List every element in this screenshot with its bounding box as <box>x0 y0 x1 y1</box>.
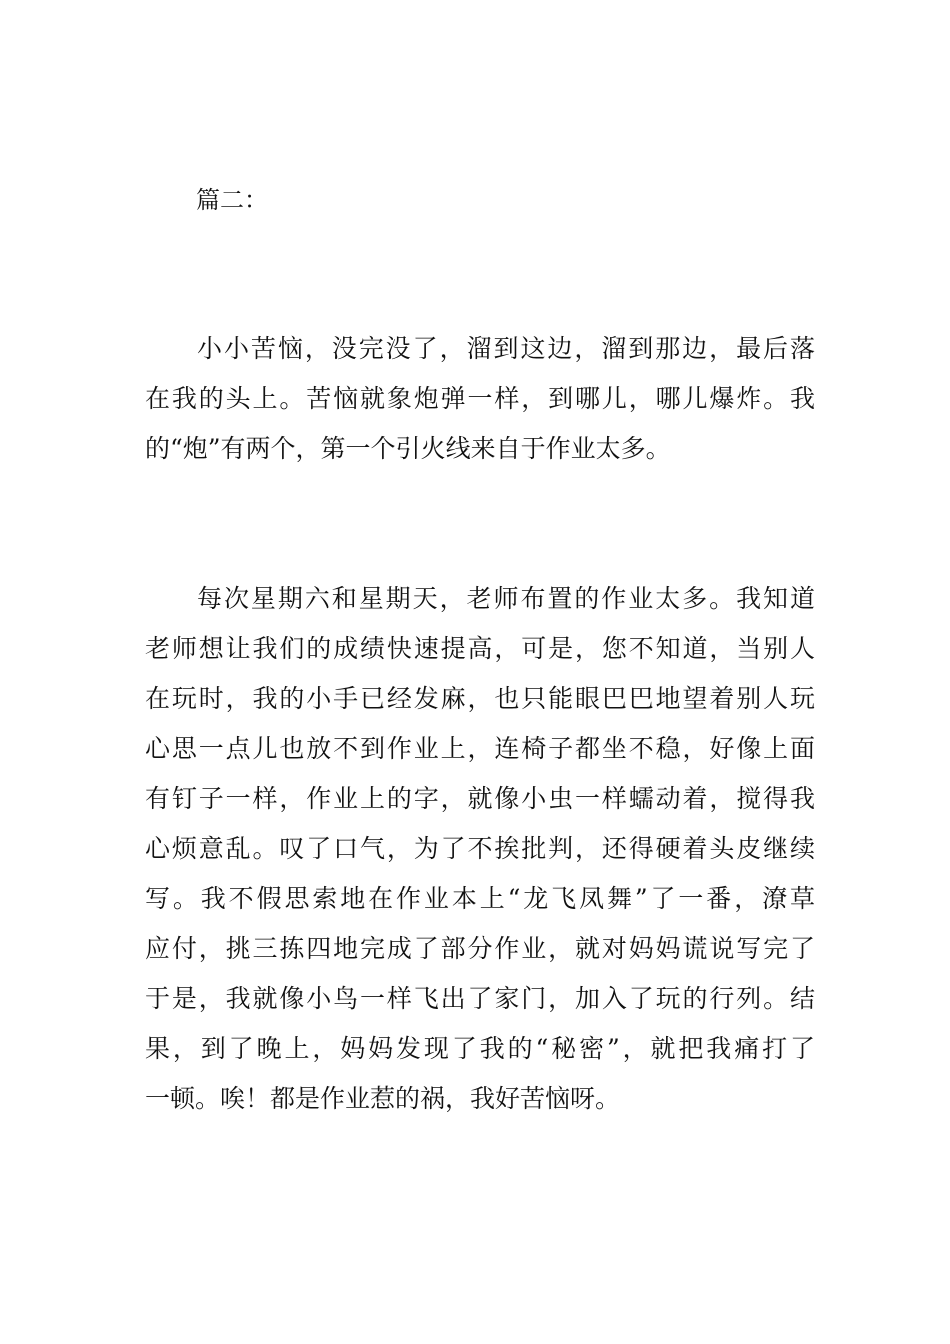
paragraph-line: 的“炮”有两个，第一个引火线来自于作业太多。 <box>145 434 671 463</box>
section-heading: 篇二： <box>196 186 268 214</box>
paragraph-line: 于是，我就像小鸟一样飞出了家门，加入了玩的行列。结 <box>145 984 815 1013</box>
paragraph-line: 应付，挑三拣四地完成了部分作业，就对妈妈谎说写完了 <box>145 934 815 963</box>
paragraph-line: 一顿。唉！都是作业惹的祸，我好苦恼呀。 <box>145 1084 621 1113</box>
paragraph-1 <box>145 324 815 474</box>
paragraph-line: 在玩时，我的小手已经发麻，也只能眼巴巴地望着别人玩 <box>145 684 815 713</box>
paragraph-line: 每次星期六和星期天，老师布置的作业太多。我知道 <box>197 584 815 613</box>
paragraph-line: 写。我不假思索地在作业本上“龙飞凤舞”了一番，潦草 <box>145 884 815 913</box>
paragraph-2 <box>145 574 815 1124</box>
paragraph-line: 果，到了晚上，妈妈发现了我的“秘密”，就把我痛打了 <box>145 1034 815 1063</box>
paragraph-line: 小小苦恼，没完没了，溜到这边，溜到那边，最后落 <box>197 334 815 363</box>
paragraph-line: 老师想让我们的成绩快速提高，可是，您不知道，当别人 <box>145 634 815 663</box>
paragraph-line: 心烦意乱。叹了口气，为了不挨批判，还得硬着头皮继续 <box>145 834 815 863</box>
paragraph-line: 有钉子一样，作业上的字，就像小虫一样蠕动着，搅得我 <box>145 784 815 813</box>
paragraph-line: 在我的头上。苦恼就象炮弹一样，到哪儿，哪儿爆炸。我 <box>145 384 815 413</box>
paragraph-line: 心思一点儿也放不到作业上，连椅子都坐不稳，好像上面 <box>145 734 815 763</box>
